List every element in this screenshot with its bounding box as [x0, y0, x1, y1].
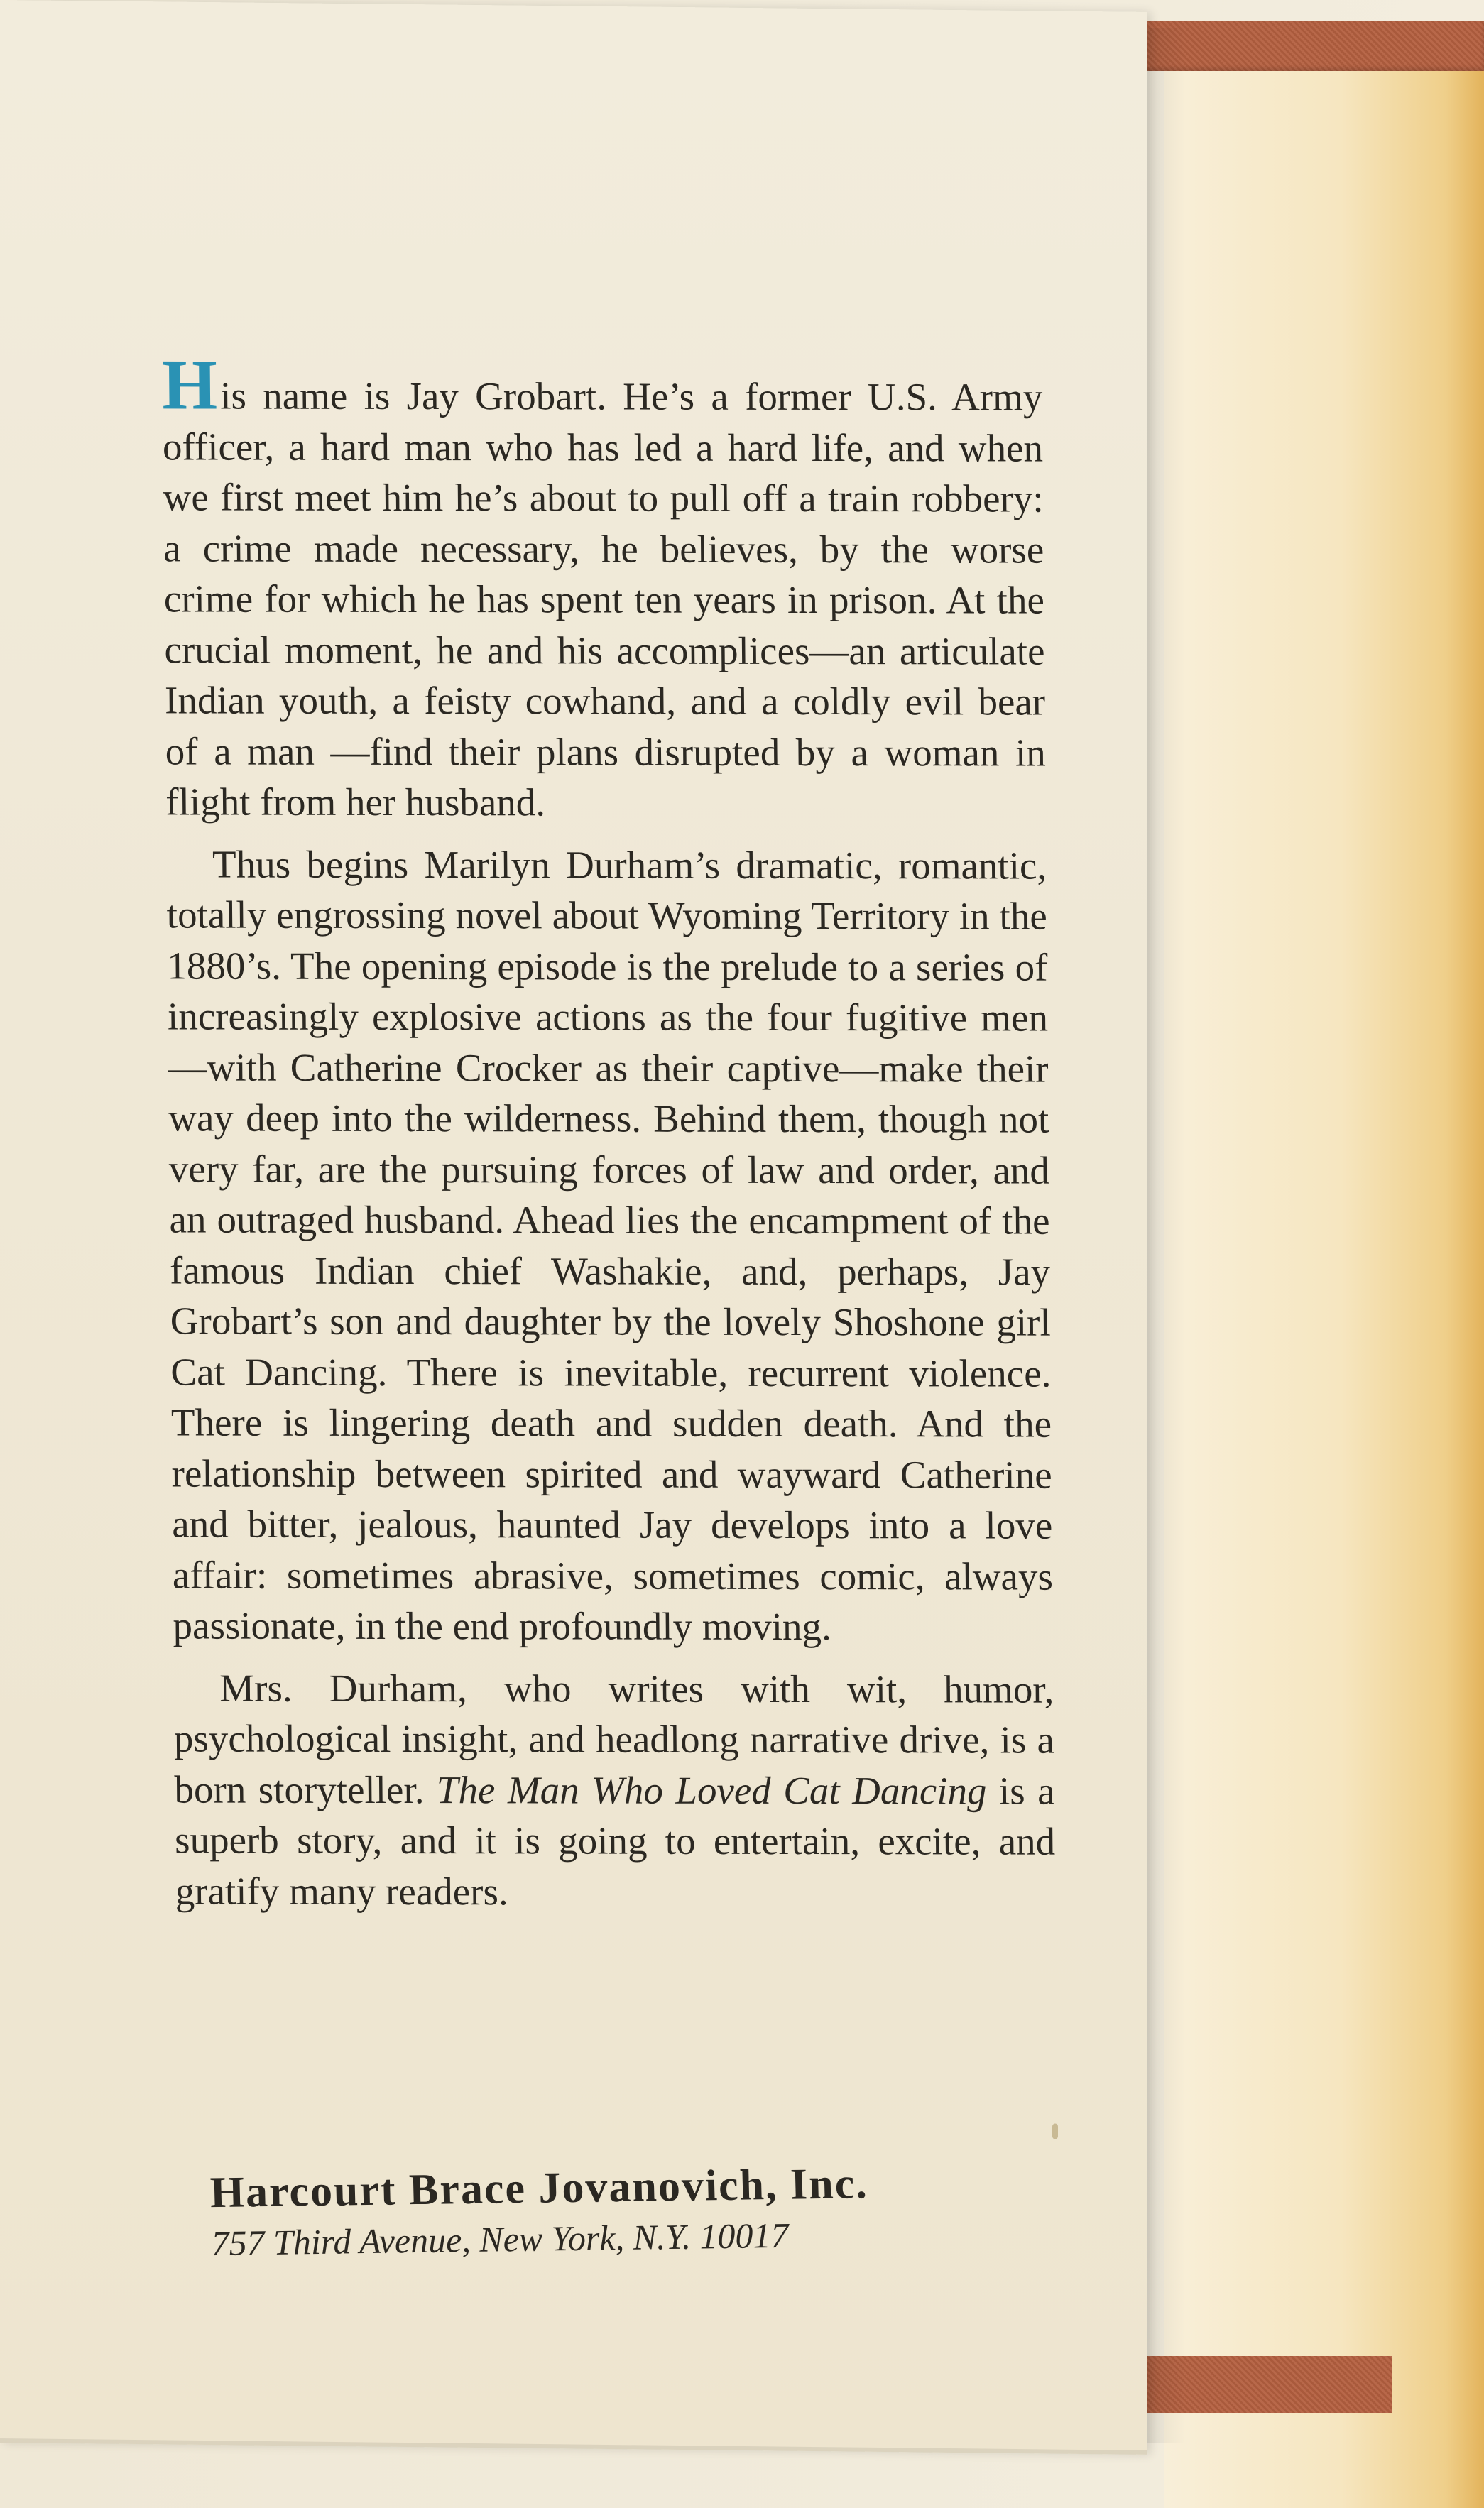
paragraph-3-end: is a superb story, and it is going to entertain, excite, and gratify many readers. — [174, 1768, 1056, 1913]
blurb-text — [161, 345, 1056, 1929]
publisher-address: 757 Third Avenue, New York, N.Y. 10017 — [210, 2215, 790, 2264]
drop-cap: H — [161, 345, 218, 425]
paragraph-3-start: Mrs. Durham, who writes with wit, humor, psychological insight, and headlong narrative drive, is a born storyteller. — [173, 1666, 1055, 1811]
blurb-paragraph-2: Thus begins Marilyn Durham’s dramatic, romantic, totally engrossing novel about Wyoming Territory in the 1880’s. The opening episode is the prelude to a series of increasingly explosive actions as the four fugitive men—with Catherine Crocker as their captive—make their way deep into the wilderness. Behind them, though not very far, are the pursuing forces of law and order, and an outraged husband. Ahead lies the encampment of the famous Indian chief Washakie, and, perhaps, Jay Grobart’s son and daughter by the lovely Shoshone girl Cat Dancing. There is inevitable, recurrent violence. There is lingering death and sudden death. And the relationship between spirited and wayward Catherine and bitter, jealous, haunted Jay develops into a love affair: sometimes abrasive, sometimes comic, always passionate, in the end profoundly moving. — [166, 842, 1054, 1649]
book-pages-edge — [1164, 64, 1484, 2508]
blurb-paragraph-3 — [173, 1662, 1056, 1918]
cloth-board-top — [1143, 21, 1484, 71]
paper-smudge — [1052, 2124, 1058, 2139]
publisher-name: Harcourt Brace Jovanovich, Inc. — [209, 2159, 869, 2218]
blurb-paragraph-1 — [161, 345, 1047, 829]
publisher-imprint — [209, 2156, 1064, 2264]
paragraph-1-text: is name is Jay Grobart. He’s a former U.S. Army officer, a hard man who has led a hard life, and when we first meet him he’s about to pull off a train robbery: a crime made necessary, he believes, by the worse crime for which he has spent ten years in prison. At the crucial moment, he and his accomplices—an articulate Indian youth, a feisty cowhand, and a coldly evil bear of a man —find their plans disrupted by a woman in flight from her husband. — [162, 374, 1046, 824]
book-title: The Man Who Loved Cat Dancing — [436, 1767, 987, 1812]
flap-shadow — [1143, 28, 1186, 2443]
